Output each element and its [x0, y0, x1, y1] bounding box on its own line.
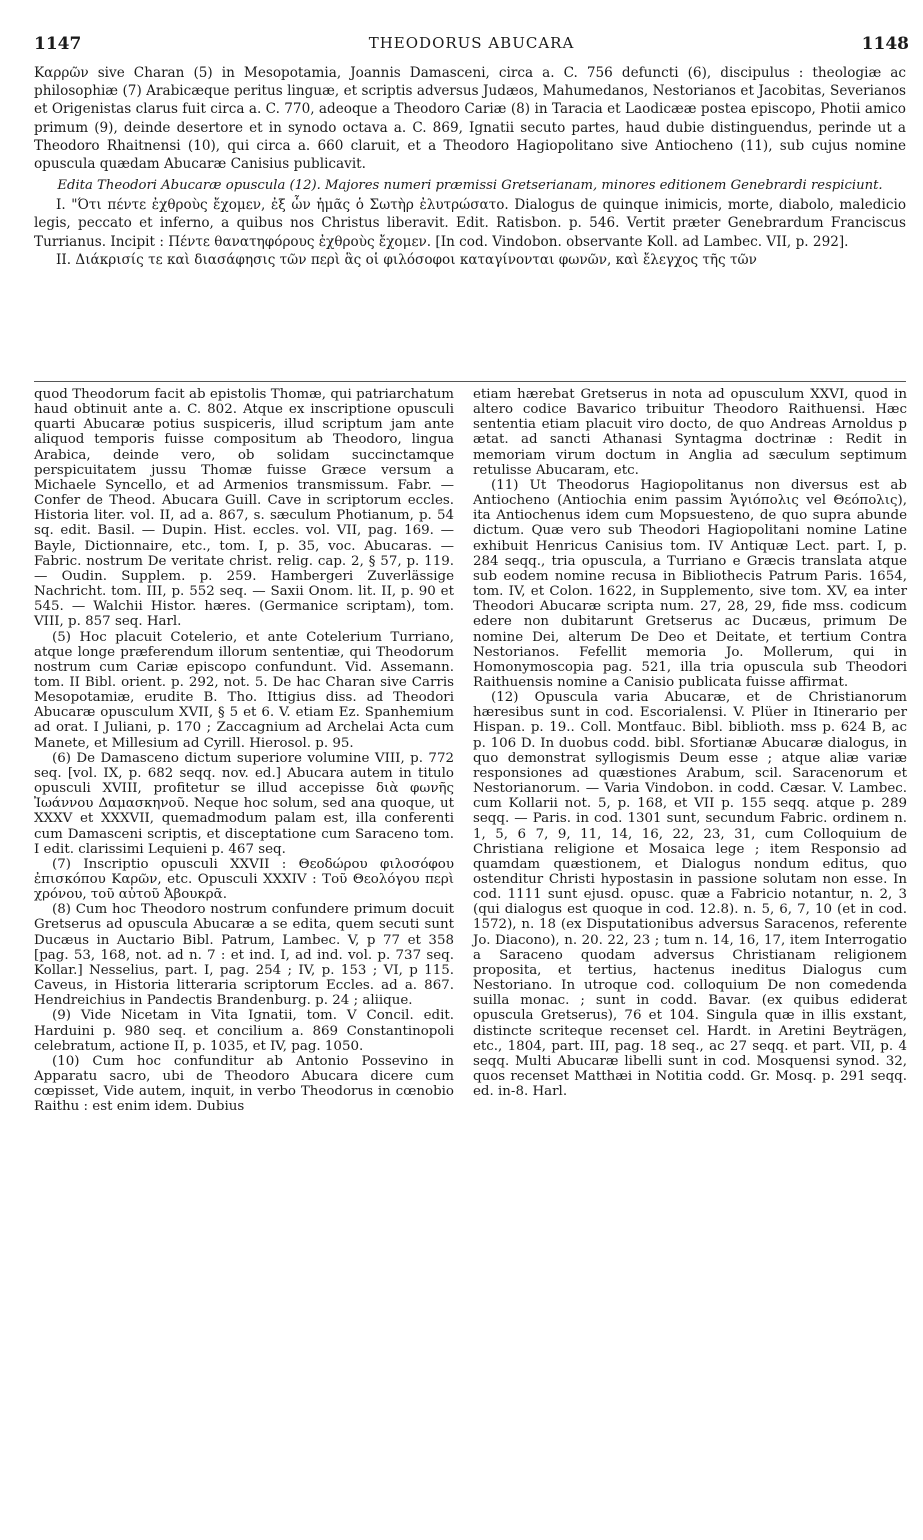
footnote-5: (5) Hoc placuit Cotelerio, et ante Cotelerium Turriano, atque longe præferendum illorum sententiæ, qui Theodorum nostrum cum Cariæ episcopo confundunt. Vid. Assemann. tom. II Bibl. orient. p. 292, not. 5. De hac Charan sive Carris Mesopotamiæ, erudite B. Tho. Ittigius diss. ad Theodori Abucaræ opusculum XVII, § 5 et 6. V. etiam Ez. Spanhemium ad orat. I Juliani, p. 170 ; Zaccagnium ad Archelai Acta cum Manete, et Millesium ad Cyrill. Hierosol. p. 95. [34, 629, 454, 751]
footnote-continuation: quod Theodorum facit ab epistolis Thomæ, qui patriarchatum haud obtinuit ante a. C. 802. Atque ex inscriptione opusculi quarti Abucaræ potius suspiceris, illud scriptum jam ante aliquod temporis fuisse compositum ab Theodoro, lingua Arabica, deinde vero, ob solidam succinctamque perspicuitatem jussu Thomæ fuisse Græce versum a Michaele Syncello, et ad Armenios transmissum. Fabr. — Confer de Theod. Abucara Guill. Cave in scriptorum eccles. Historia liter. vol. II, ad a. 867, s. sæculum Photianum, p. 54 sq. edit. Basil. — Dupin. Hist. eccles. vol. VII, pag. 169. — Bayle, Dictionnaire, etc., tom. I, p. 35, voc. Abucaras. — Fabric. nostrum De veritate christ. relig. cap. 2, § 57, p. 119. — Oudin. Supplem. p. 259. Hambergeri Zuverlässige Nachricht. tom. III, p. 552 seq. — Saxii Onom. lit. II, p. 90 et 545. — Walchii Histor. hæres. (Germanice scriptam), tom. VIII, p. 857 seq. Harl. [34, 387, 454, 630]
footnote-7: (7) Inscriptio opusculi XXVII : Θεοδώρου φιλοσόφου ἐπισκόπου Καρῶν, etc. Opusculi XXXIV : Τοῦ Θεολόγου περὶ χρόνου, τοῦ αὐτοῦ Ἀβουκρᾶ. [34, 856, 454, 903]
main-paragraph: Καρρῶν sive Charan (5) in Mesopotamia, Joannis Damasceni, circa a. C. 756 defuncti (6), discipulus : theologiæ ac philosophiæ (7) Arabicæque peritus linguæ, et scriptis adversus Judæos, Mahumedanos, Nestorianos et Jacobitas, Severianos et Origenistas clarus fuit circa a. C. 770, adeoque a Theodoro Cariæ (8) in Taracia et Laodicææ postea episcopo, Photii amico primum (9), deinde desertore et in synodo octava a. C. 869, Ignatii secuto partes, haud dubie distinguendus, perinde ut a Theodoro Rhaitnensi (10), qui circa a. 660 claruit, et a Theodoro Hagiopolitano sive Antiocheno (11), sub cujus nomine opuscula quædam Abucaræ Canisius publicavit. [34, 65, 906, 173]
main-text [34, 64, 906, 269]
footnote-9: (9) Vide Nicetam in Vita Ignatii, tom. V Concil. edit. Harduini p. 980 seq. et concilium a. 869 Constantinopoli celebratum, actione II, p. 1035, et IV, pag. 1050. [34, 1008, 454, 1054]
footnote-10-continuation: etiam hærebat Gretserus in nota ad opusculum XXVI, quod in altero codice Bavarico tribuitur Theodoro Raithuensi. Hæc sententia etiam placuit viro docto, de quo Andreas Arnoldus p ætat. ad sancti Athanasi Syntagma doctrinæ : Redit in memoriam virum doctum in Anglia ad sæculum septimum retulisse Abucaram, etc. [473, 387, 907, 478]
editions-heading: Edita Theodori Abucaræ opuscula (12). Majores numeri præmissi Gretserianam, minores editionem Genebrardi respiciunt. [57, 178, 883, 194]
footnote-6: (6) De Damasceno dictum superiore volumine VIII, p. 772 seq. [vol. IX, p. 682 seqq. nov. ed.] Abucara autem in titulo opusculi XVIII, profitetur se illud accepisse διὰ φωνῆς Ἰωάννου Δαμασκηνοῦ. Neque hoc solum, sed ana quoque, ut XXXV et XXXVII, quemadmodum palam est, illa conferenti cum Damasceni scriptis, et disceptatione cum Saraceno tom. I edit. clarissimi Lequieni p. 467 seq. [34, 750, 454, 857]
page-number-left: 1147 [34, 34, 82, 54]
running-title: THEODORUS ABUCARA [368, 34, 575, 52]
footnote-11: (11) Ut Theodorus Hagiopolitanus non diversus est ab Antiocheno (Antiochia enim passim Ἁγιόπολις vel Θεόπολις), ita Antiochenus idem cum Mopsuesteno, de quo supra abunde dictum. Quæ vero sub Theodori Hagiopolitani nomine Latine exhibuit Henricus Canisius tom. IV Antiquæ Lect. part. I, p. 284 seqq., tria opuscula, a Turriano e Græcis translata atque sub eodem nomine recusa in Bibliothecis Patrum Paris. 1654, tom. IV, et Colon. 1622, in Supplemento, sive tom. XV, ea inter Theodori Abucaræ scripta num. 27, 28, 29, fide mss. codicum edere non dubitarunt Gretserus ac Ducæus, primum De nomine Dei, alterum De Deo et Deitate, et tertium Contra Nestorianos. Fefellit memoria Jo. Mollerum, qui in Homonymoscopia pag. 521, illa tria opuscula sub Theodori Raithuensis nomine a Canisio publicata fuisse affirmat. [473, 477, 907, 690]
edition-item-2: II. Διάκρισίς τε καὶ διασάφησις τῶν περὶ ἃς οἱ φιλόσοφοι καταγίνονται φωνῶν, καὶ ἔλεγχος τῆς τῶν [56, 251, 757, 268]
footnote-divider [34, 381, 906, 382]
footnote-12: (12) Opuscula varia Abucaræ, et de Christianorum hæresibus sunt in cod. Escorialensi. V. Plüer in Itinerario per Hispan. p. 19.. Coll. Montfauc. Bibl. biblioth. mss p. 624 B, ac p. 106 D. In duobus codd. bibl. Sfortianæ Abucaræ dialogus, in quo demonstrat syllogismis Deum esse ; atque aliæ variæ responsiones ad quæstiones Arabum, scil. Saracenorum et Nestorianorum. — Varia Vindobon. in codd. Cæsar. V. Lambec. cum Kollarii not. 5, p. 168, et VII p. 155 seqq. atque p. 289 seqq. — Paris. in cod. 1301 sunt, secundum Fabric. ordinem n. 1, 5, 6 7, 9, 11, 14, 16, 22, 23, 31, cum Colloquium de Christiana religione et Mosaica lege ; item Responsio ad quamdam quæstionem, et Dialogus nondum editus, quo ostenditur Christi hypostasin in passione solutam non esse. In cod. 1111 sunt ejusd. opusc. quæ a Fabricio notantur, n. 2, 3 (qui dialogus est quoque in cod. 12.8). n. 5, 6, 7, 10 (et in cod. 1572), n. 18 (ex Disputationibus adversus Saracenos, referente Jo. Diacono), n. 20. 22, 23 ; tum n. 14, 16, 17, item Interrogatio a Saraceno quodam adversus Christianam religionem proposita, et tertius, hactenus ineditus Dialogus cum Nestoriano. In utroque cod. colloquium De non comedenda suilla monac. ; sunt in codd. Bavar. (ex quibus ediderat opuscula Gretserus), 76 et 104. Singula quæ in illis exstant, distincte scriteque recenset cel. Hardt. in Aretini Beyträgen, etc., 1804, part. III, pag. 18 seq., ac 27 seqq. et part. VII, p. 4 seqq. Multi Abucaræ libelli sunt in cod. Mosquensi synod. 32, quos recenset Matthæi in Notitia codd. Gr. Mosq. p. 291 seqq. ed. in-8. Harl. [473, 690, 907, 1100]
edition-item-1: I. "Ότι πέντε ἐχθροὺς ἔχομεν, ἐξ ὧν ἡμᾶς ὁ Σωτὴρ ἐλυτρώσατο. Dialogus de quinque inimicis, morte, diabolo, maledicio legis, peccato et inferno, a quibus nos Christus liberavit. Edit. Ratisbon. p. 546. Vertit præter Genebrardum Franciscus Turrianus. Incipit : Πέντε θανατηφόρους ἐχθροὺς ἔχομεν. [In cod. Vindobon. observante Koll. ad Lambec. VII, p. 292]. [34, 197, 906, 250]
footnotes-left-column [34, 387, 454, 1115]
footnotes-right-column [473, 387, 907, 1099]
page-number-right: 1148 [861, 34, 909, 54]
running-header [34, 34, 909, 58]
footnote-8: (8) Cum hoc Theodoro nostrum confundere primum docuit Gretserus ad opuscula Abucaræ a se edita, quem secuti sunt Ducæus in Auctario Bibl. Patrum, Lambec. V, p 77 et 358 [pag. 53, 168, not. ad n. 7 : et ind. I, ad ind. vol. p. 737 seq. Kollar.] Nesselius, part. I, pag. 254 ; IV, p. 153 ; VI, p 115. Caveus, in Historia litteraria scriptorum Eccles. ad a. 867. Hendreichius in Pandectis Brandenburg. p. 24 ; aliique. [34, 902, 454, 1009]
footnote-10: (10) Cum hoc confunditur ab Antonio Possevino in Apparatu sacro, ubi de Theodoro Abucara dicere cum cœpisset, Vide autem, inquit, in verbo Theodorus in cœnobio Raithu : est enim idem. Dubius [34, 1053, 454, 1115]
